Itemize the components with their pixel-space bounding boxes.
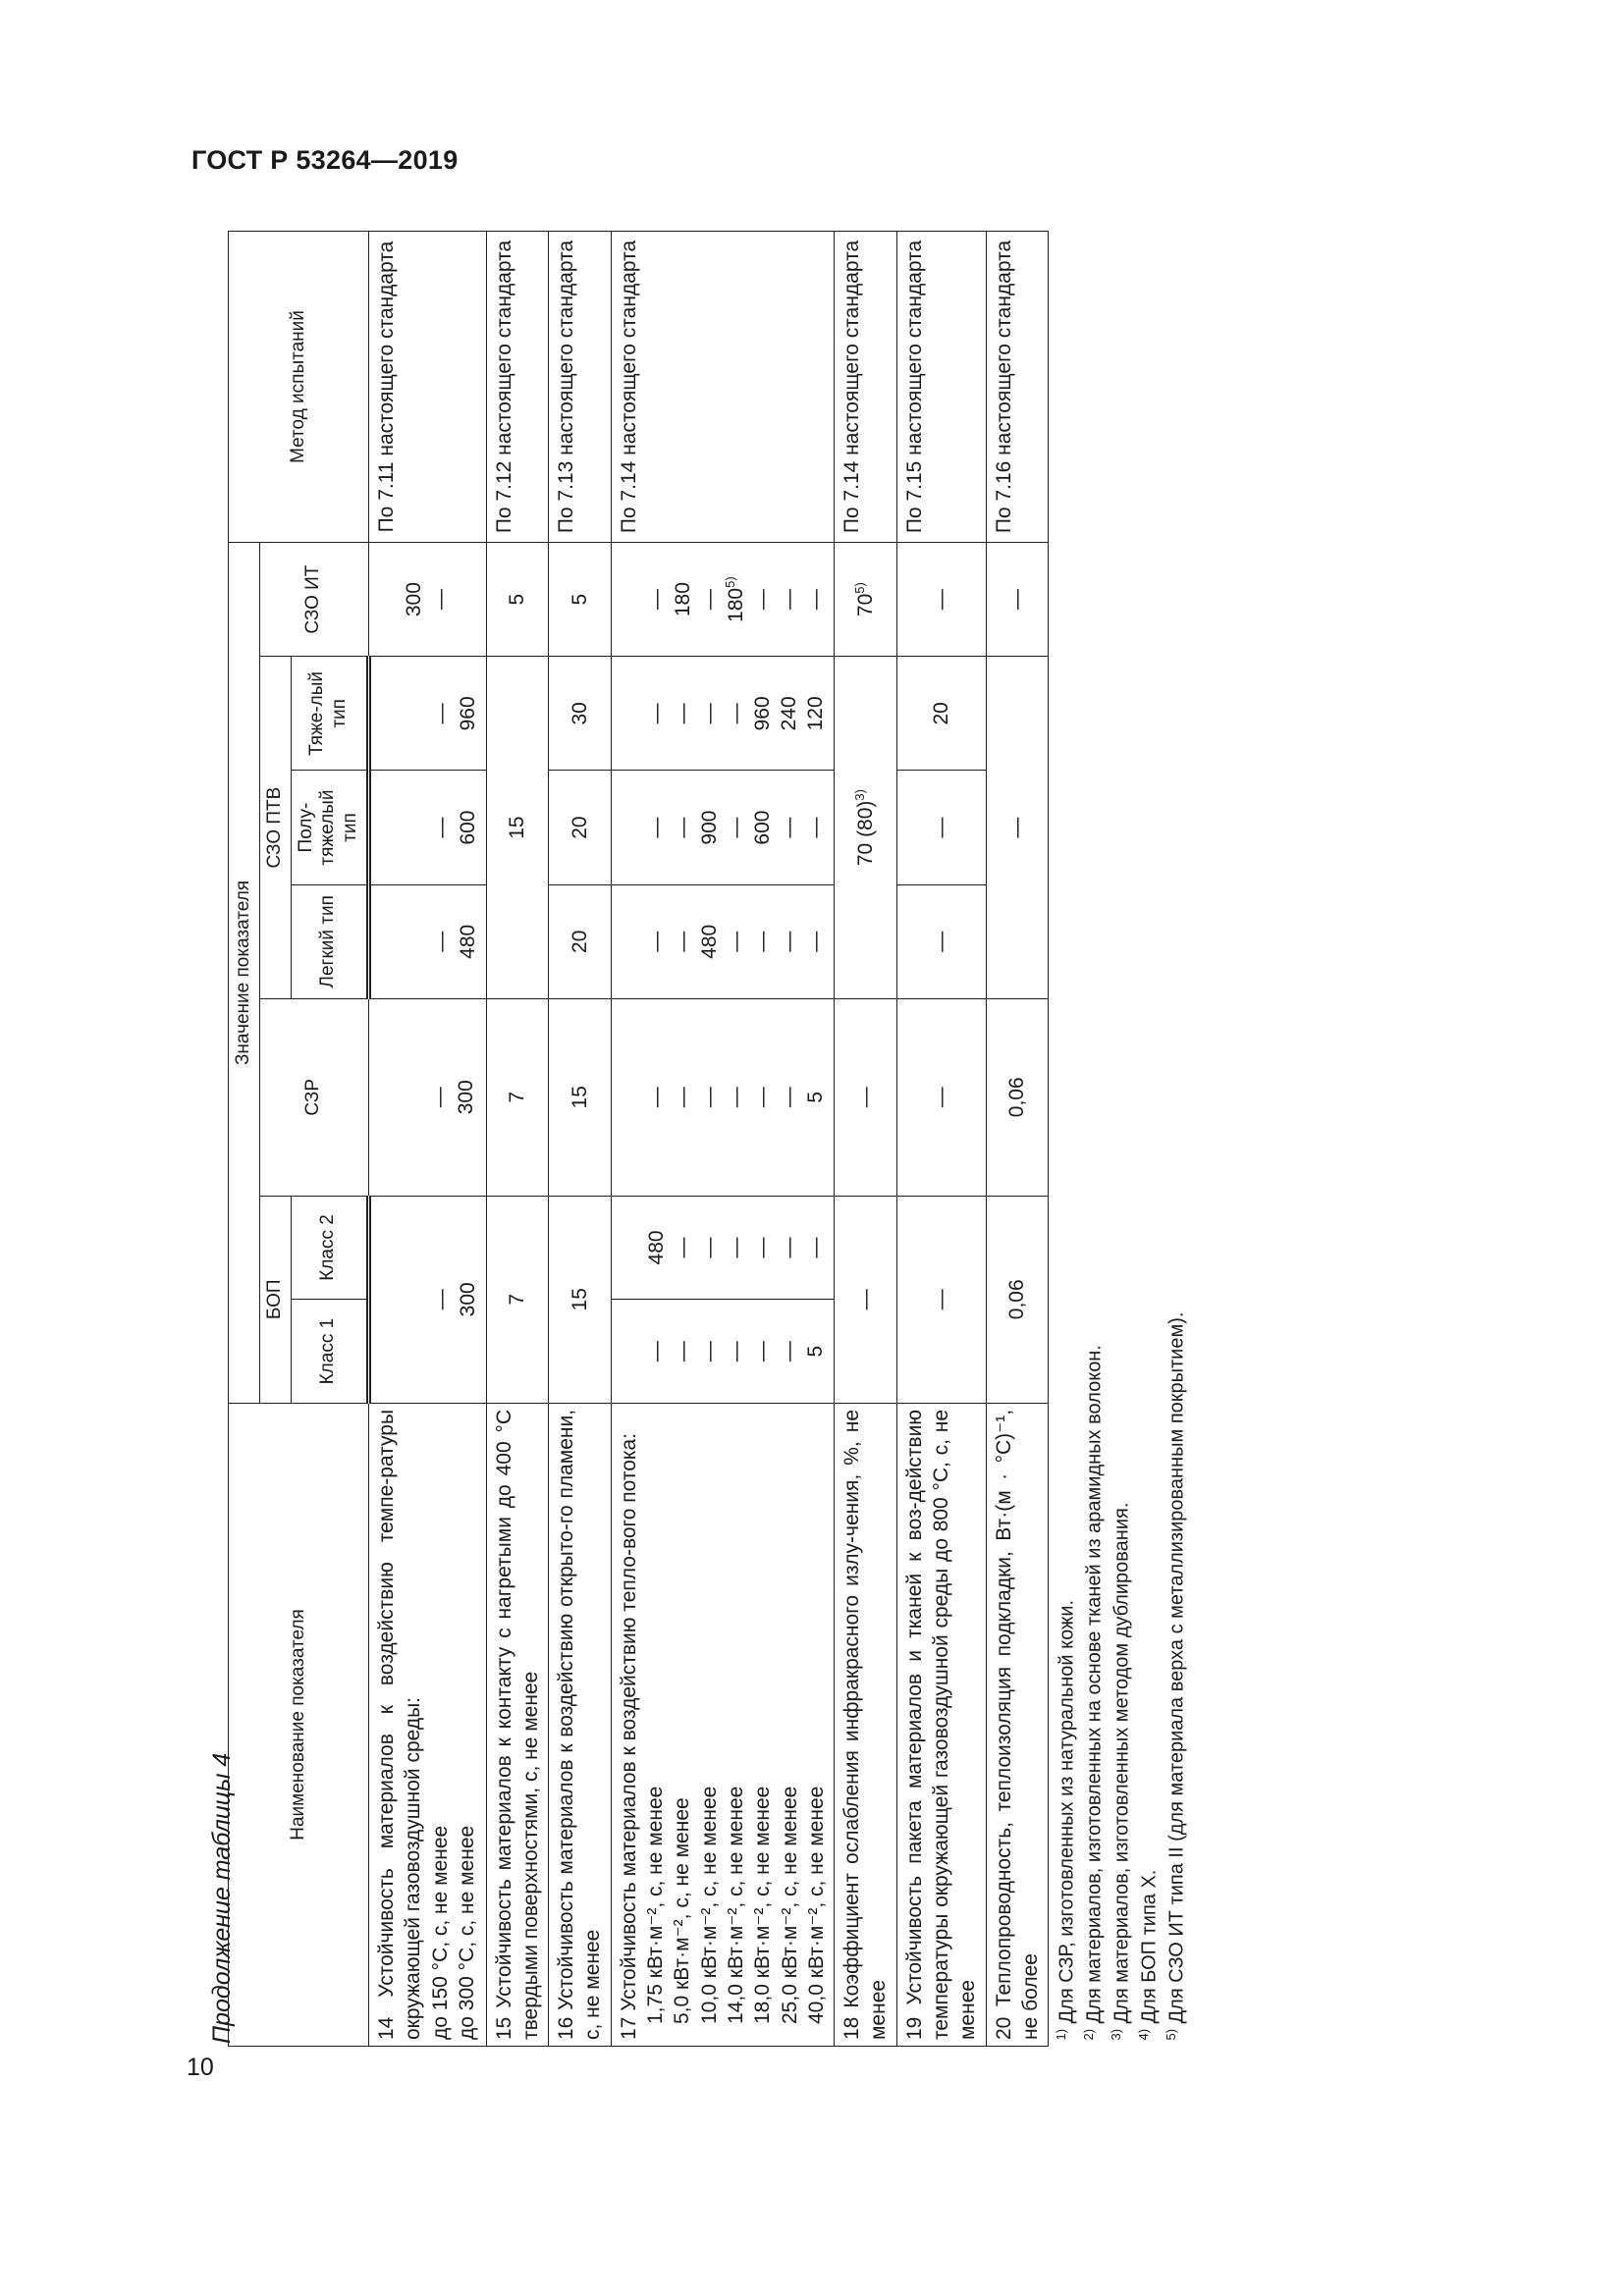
cell-value: —: [671, 1237, 694, 1258]
rotated-table-block: [228, 231, 1194, 2047]
header-bop: БОП: [259, 1196, 291, 1403]
cell-value: —: [750, 1237, 774, 1258]
cell-value: —: [697, 1341, 721, 1362]
cell-szo-it: —: [986, 543, 1049, 657]
cell-semi-heavy: [611, 771, 834, 884]
cell-bop: 0,06: [986, 1196, 1049, 1403]
cell-value: —: [671, 703, 694, 724]
cell-method: По 7.14 настоящего стандарта: [835, 232, 897, 543]
cell-class2: [611, 1196, 834, 1300]
cell-value: —: [724, 931, 747, 952]
cell-value: —: [750, 1341, 774, 1362]
cell-value: —: [724, 703, 747, 724]
cell-method: По 7.14 настоящего стандарта: [611, 232, 834, 543]
header-light: Легкий тип: [291, 884, 368, 998]
cell-value: —: [644, 1087, 668, 1108]
cell-bop: [368, 1196, 486, 1403]
cell-value: —: [671, 1087, 694, 1108]
cell-heavy: [611, 657, 834, 771]
cell-value: —: [671, 817, 694, 838]
row-name: 15 Устойчивость материалов к контакту с нагретыми до 400 °С твердыми поверхностями, с, не менее: [486, 1403, 549, 2046]
footnote: $^{1)}$ Для СЗР, изготовленных из натуральной кожи.: [1054, 1599, 1078, 2041]
cell-szo-it: [611, 543, 834, 657]
table-row: [986, 232, 1049, 2047]
cell-heavy: [368, 657, 486, 771]
cell-szo-ptv: —: [986, 657, 1049, 999]
cell-method: По 7.13 настоящего стандарта: [549, 232, 612, 543]
table-row: [549, 232, 612, 2047]
cell-value: —: [429, 589, 453, 611]
cell-value: 300: [457, 1282, 480, 1317]
cell-method: По 7.11 настоящего стандарта: [368, 232, 486, 543]
cell-szo-it: [368, 543, 486, 657]
row-name: [611, 1403, 834, 2046]
table-row: [486, 232, 549, 2047]
cell-szr: —: [835, 998, 897, 1196]
footnote: $^{2)}$ Для материалов, изготовленных на основе тканей из арамидных волокон.: [1081, 1345, 1106, 2041]
cell-method: По 7.12 настоящего стандарта: [486, 232, 549, 543]
header-name: Наименование показателя: [229, 1403, 369, 2046]
cell-value: 180: [671, 582, 694, 617]
row-name: 18 Коэффициент ослабления инфракрасного излу-чения, %, не менее: [835, 1403, 897, 2046]
cell-value: 600: [750, 810, 774, 845]
cell-value: 5: [803, 1345, 827, 1358]
row-title: 17 Устойчивость материалов к воздействию тепло-вого потока:: [617, 1432, 640, 2040]
table-body: [368, 232, 1194, 2047]
row-sub: 1,75 кВт·м⁻², с, не менее: [644, 1786, 668, 2024]
cell-bop: —: [896, 1196, 986, 1403]
row-sub: 14,0 кВт·м⁻², с, не менее: [724, 1786, 747, 2024]
cell-method: По 7.15 настоящего стандарта: [896, 232, 986, 543]
row-sub-list: [642, 1410, 830, 2040]
cell-value: —: [803, 589, 827, 611]
header-heavy: Тяже-лый тип: [291, 657, 368, 771]
cell-value: 120: [803, 696, 827, 731]
cell-value: —: [644, 1341, 668, 1362]
cell-szr: 7: [486, 998, 549, 1196]
footnote: $^{4)}$ Для БОП типа Х.: [1136, 1869, 1162, 2041]
cell-value: 240: [777, 696, 800, 731]
cell-szr: —: [896, 998, 986, 1196]
cell-szr: [611, 998, 834, 1196]
cell-szo-ptv: 15: [486, 657, 549, 999]
page-number: 10: [187, 2054, 214, 2081]
cell-light: 20: [549, 884, 612, 998]
cell-value: 960: [750, 696, 774, 731]
header-semi-heavy: Полу-тяжелый тип: [291, 771, 368, 884]
row-sub: 10,0 кВт·м⁻², с, не менее: [697, 1786, 721, 2024]
row-name: 19 Устойчивость пакета материалов и тканей к воз-действию температуры окружающей газовоздушной среды до 800 °С, с, не менее: [896, 1403, 986, 2046]
cell-value: 960: [457, 696, 480, 731]
cell-szr: 15: [549, 998, 612, 1196]
cell-value: —: [427, 1087, 451, 1108]
cell-bop: —: [835, 1196, 897, 1403]
cell-semi-heavy: —: [896, 771, 986, 884]
cell-value: —: [724, 1237, 747, 1258]
cell-value: —: [750, 1087, 774, 1108]
cell-value: —: [644, 589, 668, 611]
cell-semi-heavy: 20: [549, 771, 612, 884]
cell-szo-it: 5: [486, 543, 549, 657]
cell-value: 480: [457, 924, 480, 959]
cell-value: —: [777, 931, 800, 952]
cell-value: —: [777, 1087, 800, 1108]
cell-value: —: [644, 817, 668, 838]
cell-value: —: [644, 931, 668, 952]
row-name: [368, 1403, 486, 2046]
cell-value: —: [697, 1237, 721, 1258]
cell-value: 5: [803, 1091, 827, 1103]
footnote: $^{3)}$ Для материалов, изготовленных методом дублирования.: [1109, 1502, 1133, 2041]
indicators-table: [228, 231, 1194, 2047]
cell-value: —: [697, 703, 721, 724]
row-sub: 18,0 кВт·м⁻², с, не менее: [751, 1786, 775, 2024]
table-row: [896, 232, 986, 2047]
cell-class1: [611, 1300, 834, 1404]
table-continuation-caption: Продолжение таблицы 4: [208, 1752, 236, 2044]
cell-value: —: [777, 1341, 800, 1362]
cell-value: —: [671, 1341, 694, 1362]
cell-value: —: [697, 589, 721, 611]
document-header: ГОСТ Р 53264—2019: [191, 145, 459, 175]
cell-szr: 0,06: [986, 998, 1049, 1196]
cell-value: —: [429, 703, 453, 724]
cell-value: —: [429, 931, 453, 952]
cell-szo-it: —: [896, 543, 986, 657]
row-name: 20 Теплопроводность, теплоизоляция подкладки, Вт·(м · °С)⁻¹, не более: [986, 1403, 1049, 2046]
cell-value: 900: [697, 810, 721, 845]
cell-semi-heavy: [368, 771, 486, 884]
cell-value: 300: [402, 582, 425, 617]
cell-light: [368, 884, 486, 998]
cell-method: По 7.16 настоящего стандарта: [986, 232, 1049, 543]
cell-value: —: [697, 1087, 721, 1108]
header-class2: Класс 2: [291, 1196, 368, 1300]
cell-szr: [368, 998, 486, 1196]
row-sub: до 300 °С, с, не менее: [455, 1825, 478, 2040]
cell-heavy: 30: [549, 657, 612, 771]
cell-value: —: [777, 589, 800, 611]
cell-value: 300: [455, 1080, 478, 1115]
cell-szo-ptv: 70 $(80)^{3)}$: [835, 657, 897, 999]
cell-bop: 7: [486, 1196, 549, 1403]
footnotes-row: [1049, 232, 1195, 2047]
cell-value: —: [803, 931, 827, 952]
table-row: [611, 232, 834, 2047]
cell-szo-it: 70$^{5)}$: [835, 543, 897, 657]
cell-value: —: [429, 1289, 453, 1310]
cell-szo-it: 5: [549, 543, 612, 657]
row-sub: 25,0 кВт·м⁻², с, не менее: [778, 1786, 801, 2024]
cell-value: —: [724, 1087, 747, 1108]
cell-value: —: [777, 1237, 800, 1258]
cell-value: —: [724, 1341, 747, 1362]
cell-value: —: [777, 817, 800, 838]
cell-value: —: [750, 589, 774, 611]
cell-light: [611, 884, 834, 998]
row-sub: до 150 °С, с, не менее: [428, 1825, 452, 2040]
cell-value: 600: [457, 810, 480, 845]
table-row: [835, 232, 897, 2047]
row-name: 16 Устойчивость материалов к воздействию открыто-го пламени, с, не менее: [549, 1403, 612, 2046]
cell-value: —: [750, 931, 774, 952]
cell-heavy: 20: [896, 657, 986, 771]
header-values-group: Значение показателя: [229, 543, 260, 1404]
header-method: Метод испытаний: [229, 232, 369, 543]
footnote: $^{5)}$ Для СЗО ИТ типа II (для материала верха с металлизированным покрытием).: [1164, 1311, 1189, 2041]
header-szr: СЗР: [259, 998, 368, 1196]
cell-light: —: [896, 884, 986, 998]
cell-value: —: [724, 817, 747, 838]
cell-value: —: [671, 931, 694, 952]
table-row: [368, 232, 486, 2047]
cell-value: —: [803, 817, 827, 838]
header-szo-it: СЗО ИТ: [259, 543, 368, 657]
cell-value: —: [429, 817, 453, 838]
row-sub: 40,0 кВт·м⁻², с, не менее: [804, 1786, 828, 2024]
cell-value: 480: [697, 924, 721, 959]
cell-value: 480: [644, 1230, 668, 1265]
cell-bop: 15: [549, 1196, 612, 1403]
cell-value: —: [803, 1237, 827, 1258]
footnotes: [1049, 232, 1195, 2047]
cell-value: 180$^{5)}$: [722, 576, 747, 622]
header-class1: Класс 1: [291, 1300, 368, 1404]
row-title: 14 Устойчивость материалов к воздействию темпе-ратуры окружающей газовоздушной среды:: [374, 1409, 425, 2040]
header-szo-ptv: СЗО ПТВ: [259, 657, 291, 999]
row-sub: 5,0 кВт·м⁻², с, не менее: [671, 1797, 694, 2024]
cell-value: —: [644, 703, 668, 724]
